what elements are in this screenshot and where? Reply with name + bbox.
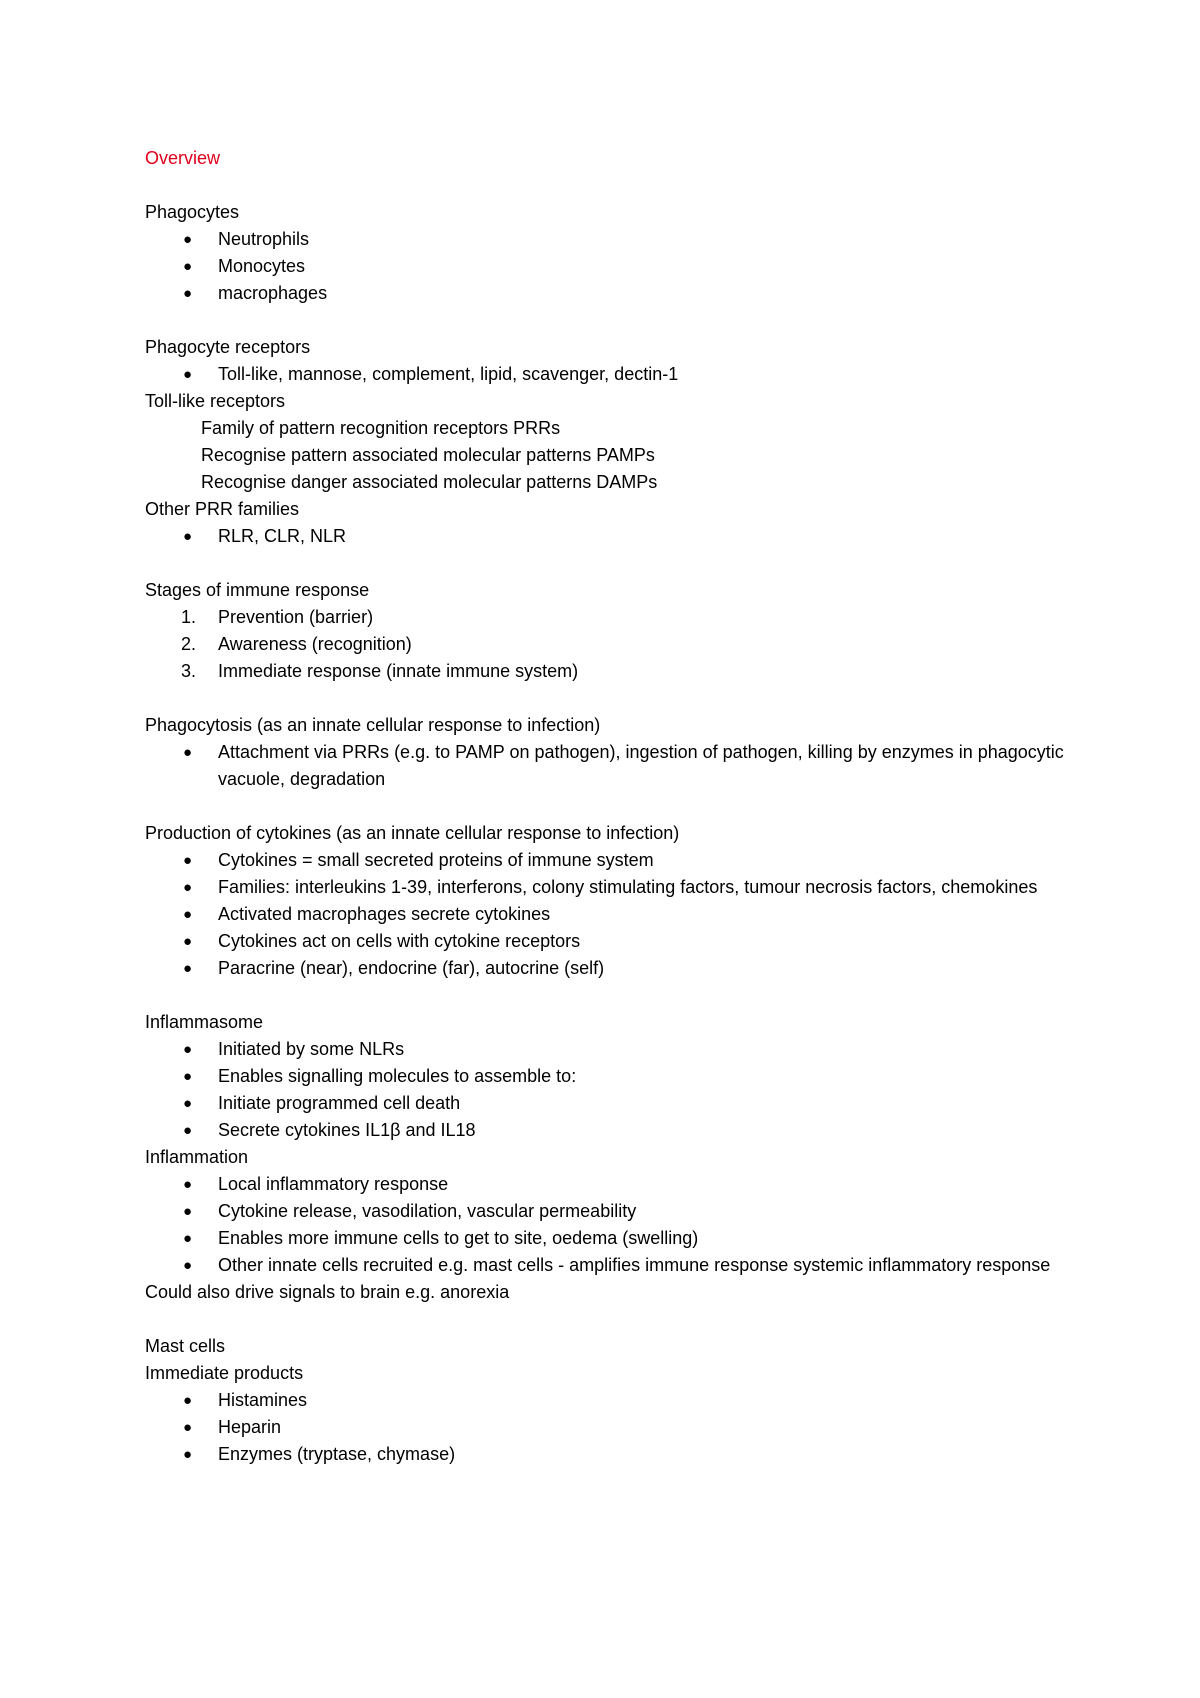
bullet-icon: ● (183, 528, 193, 545)
bullet-icon: ● (183, 1392, 193, 1409)
bullet-icon: ● (183, 852, 193, 869)
bullet-text: Initiate programmed cell death (218, 1093, 461, 1113)
bullet-icon: ● (183, 1230, 193, 1247)
bullet-text: Activated macrophages secrete cytokines (218, 904, 551, 924)
list-number: 2. (181, 634, 197, 654)
bullet-item (145, 1117, 1105, 1144)
bullet-icon: ● (183, 1203, 193, 1220)
bullet-item (145, 253, 1105, 280)
bullet-item (145, 739, 1105, 793)
bullet-text: Monocytes (218, 256, 306, 276)
bullet-text: Neutrophils (218, 229, 310, 249)
bullet-text: Families: interleukins 1-39, interferons, colony stimulating factors, tumour necrosis factors, chemokines (218, 877, 1038, 897)
section-heading: Other PRR families (145, 499, 300, 519)
bullet-icon: ● (183, 258, 193, 275)
bullet-text: Heparin (218, 1417, 282, 1437)
numbered-item (145, 604, 1105, 631)
bullet-item (145, 523, 1105, 550)
section-heading: Phagocyte receptors (145, 337, 311, 357)
bullet-icon: ● (183, 960, 193, 977)
bullet-icon: ● (183, 366, 193, 383)
bullet-text: Secrete cytokines IL1β and IL18 (218, 1120, 476, 1140)
bullet-text: Local inflammatory response (218, 1174, 449, 1194)
bullet-icon: ● (183, 1041, 193, 1058)
bullet-text: Histamines (218, 1390, 308, 1410)
bullet-icon: ● (183, 285, 193, 302)
bullet-text: Other innate cells recruited e.g. mast cells - amplifies immune response systemic inflammatory response (218, 1255, 1051, 1275)
bullet-item (145, 1414, 1105, 1441)
bullet-text: Enables more immune cells to get to site, oedema (swelling) (218, 1228, 699, 1248)
bullet-item (145, 1441, 1105, 1468)
list-number: 1. (181, 607, 197, 627)
bullet-icon: ● (183, 1419, 193, 1436)
bullet-text: Paracrine (near), endocrine (far), autocrine (self) (218, 958, 605, 978)
bullet-text: Cytokines act on cells with cytokine receptors (218, 931, 581, 951)
bullet-item (145, 1198, 1105, 1225)
bullet-icon: ● (183, 744, 193, 761)
section-heading: Production of cytokines (as an innate cellular response to infection) (145, 823, 680, 843)
bullet-icon: ● (183, 231, 193, 248)
section-heading: Inflammation (145, 1147, 249, 1167)
list-number: 3. (181, 661, 197, 681)
section-heading: Could also drive signals to brain e.g. anorexia (145, 1282, 510, 1302)
bullet-text: RLR, CLR, NLR (218, 526, 347, 546)
bullet-text: Cytokine release, vasodilation, vascular permeability (218, 1201, 637, 1221)
bullet-item (145, 874, 1105, 901)
page-title: Overview (145, 148, 221, 168)
spacer (145, 307, 1105, 334)
numbered-text: Prevention (barrier) (218, 607, 374, 627)
bullet-icon: ● (183, 1257, 193, 1274)
bullet-icon: ● (183, 1446, 193, 1463)
bullet-text: Enzymes (tryptase, chymase) (218, 1444, 456, 1464)
bullet-item (145, 1171, 1105, 1198)
numbered-item (145, 658, 1105, 685)
section-heading: Phagocytosis (as an innate cellular response to infection) (145, 715, 601, 735)
bullet-item (145, 361, 1105, 388)
section-heading: Toll-like receptors (145, 391, 286, 411)
numbered-text: Immediate response (innate immune system) (218, 661, 579, 681)
bullet-icon: ● (183, 933, 193, 950)
bullet-icon: ● (183, 1068, 193, 1085)
bullet-text: Attachment via PRRs (e.g. to PAMP on pathogen), ingestion of pathogen, killing by enzymes in phagocytic vacuole, degradation (218, 742, 1064, 789)
bullet-item (145, 1252, 1105, 1279)
bullet-item (145, 847, 1105, 874)
bullet-item (145, 901, 1105, 928)
bullet-item (145, 1090, 1105, 1117)
bullet-icon: ● (183, 1095, 193, 1112)
spacer (145, 172, 1105, 199)
numbered-item (145, 631, 1105, 658)
numbered-text: Awareness (recognition) (218, 634, 412, 654)
bullet-text: Toll-like, mannose, complement, lipid, scavenger, dectin-1 (218, 364, 679, 384)
bullet-icon: ● (183, 906, 193, 923)
bullet-icon: ● (183, 1122, 193, 1139)
spacer (145, 793, 1105, 820)
bullet-text: Initiated by some NLRs (218, 1039, 405, 1059)
section-heading: Phagocytes (145, 202, 240, 222)
indented-line: Recognise pattern associated molecular patterns PAMPs (201, 445, 655, 465)
indented-line: Family of pattern recognition receptors PRRs (201, 418, 561, 438)
section-heading: Stages of immune response (145, 580, 370, 600)
bullet-icon: ● (183, 1176, 193, 1193)
section-heading: Immediate products (145, 1363, 304, 1383)
spacer (145, 685, 1105, 712)
content-blocks (145, 199, 1105, 1468)
bullet-item (145, 1036, 1105, 1063)
indented-line: Recognise danger associated molecular patterns DAMPs (201, 472, 658, 492)
bullet-text: Enables signalling molecules to assemble to: (218, 1066, 577, 1086)
bullet-item (145, 226, 1105, 253)
section-heading: Mast cells (145, 1336, 226, 1356)
spacer (145, 982, 1105, 1009)
bullet-item (145, 1225, 1105, 1252)
spacer (145, 1306, 1105, 1333)
bullet-text: macrophages (218, 283, 328, 303)
bullet-item (145, 1387, 1105, 1414)
section-heading: Inflammasome (145, 1012, 264, 1032)
spacer (145, 550, 1105, 577)
bullet-item (145, 1063, 1105, 1090)
document-page (145, 145, 1105, 1468)
bullet-item (145, 280, 1105, 307)
bullet-text: Cytokines = small secreted proteins of immune system (218, 850, 654, 870)
bullet-item (145, 955, 1105, 982)
bullet-icon: ● (183, 879, 193, 896)
bullet-item (145, 928, 1105, 955)
